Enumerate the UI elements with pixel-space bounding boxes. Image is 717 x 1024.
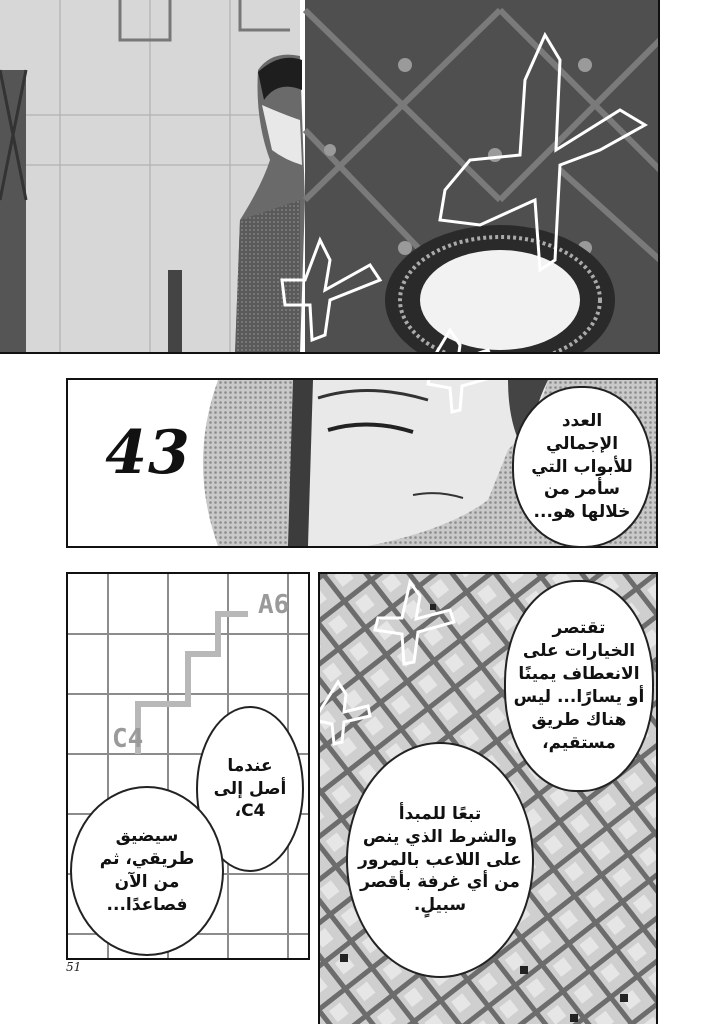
speech-bubble-shortest-route: [346, 742, 534, 978]
page-number: 51: [66, 960, 82, 974]
grid-label-a6: A6: [258, 590, 290, 620]
speech-bubble-door-total: [512, 386, 652, 548]
cross-sigil-icon: [418, 378, 498, 420]
speech-text: تقتصر الخيارات على الانعطاف يمينًا أو يسارًا... ليس هناك طريق مستقيم،: [513, 618, 645, 753]
panel-top: [0, 0, 660, 354]
door-count: 43: [105, 418, 191, 488]
grid-label-c4: C4: [112, 724, 144, 754]
speech-text: سيضيق طريقي، ثم من الآن فصاعدًا...: [99, 826, 195, 915]
speech-text: تبعًا للمبدأ والشرط الذي ينص على اللاعب بالمرور من أي غرفة بأقصر سبيلٍ.: [358, 803, 522, 916]
speech-text: العدد الإجمالي للأبواب التي سأمر من خلالها هو...: [531, 410, 633, 523]
speech-text: عندما أصل إلى C4،: [213, 755, 287, 822]
speech-bubble-left-or-right: [504, 580, 654, 792]
panel-top-art: [0, 0, 660, 354]
speech-bubble-path-narrows: [70, 786, 224, 956]
